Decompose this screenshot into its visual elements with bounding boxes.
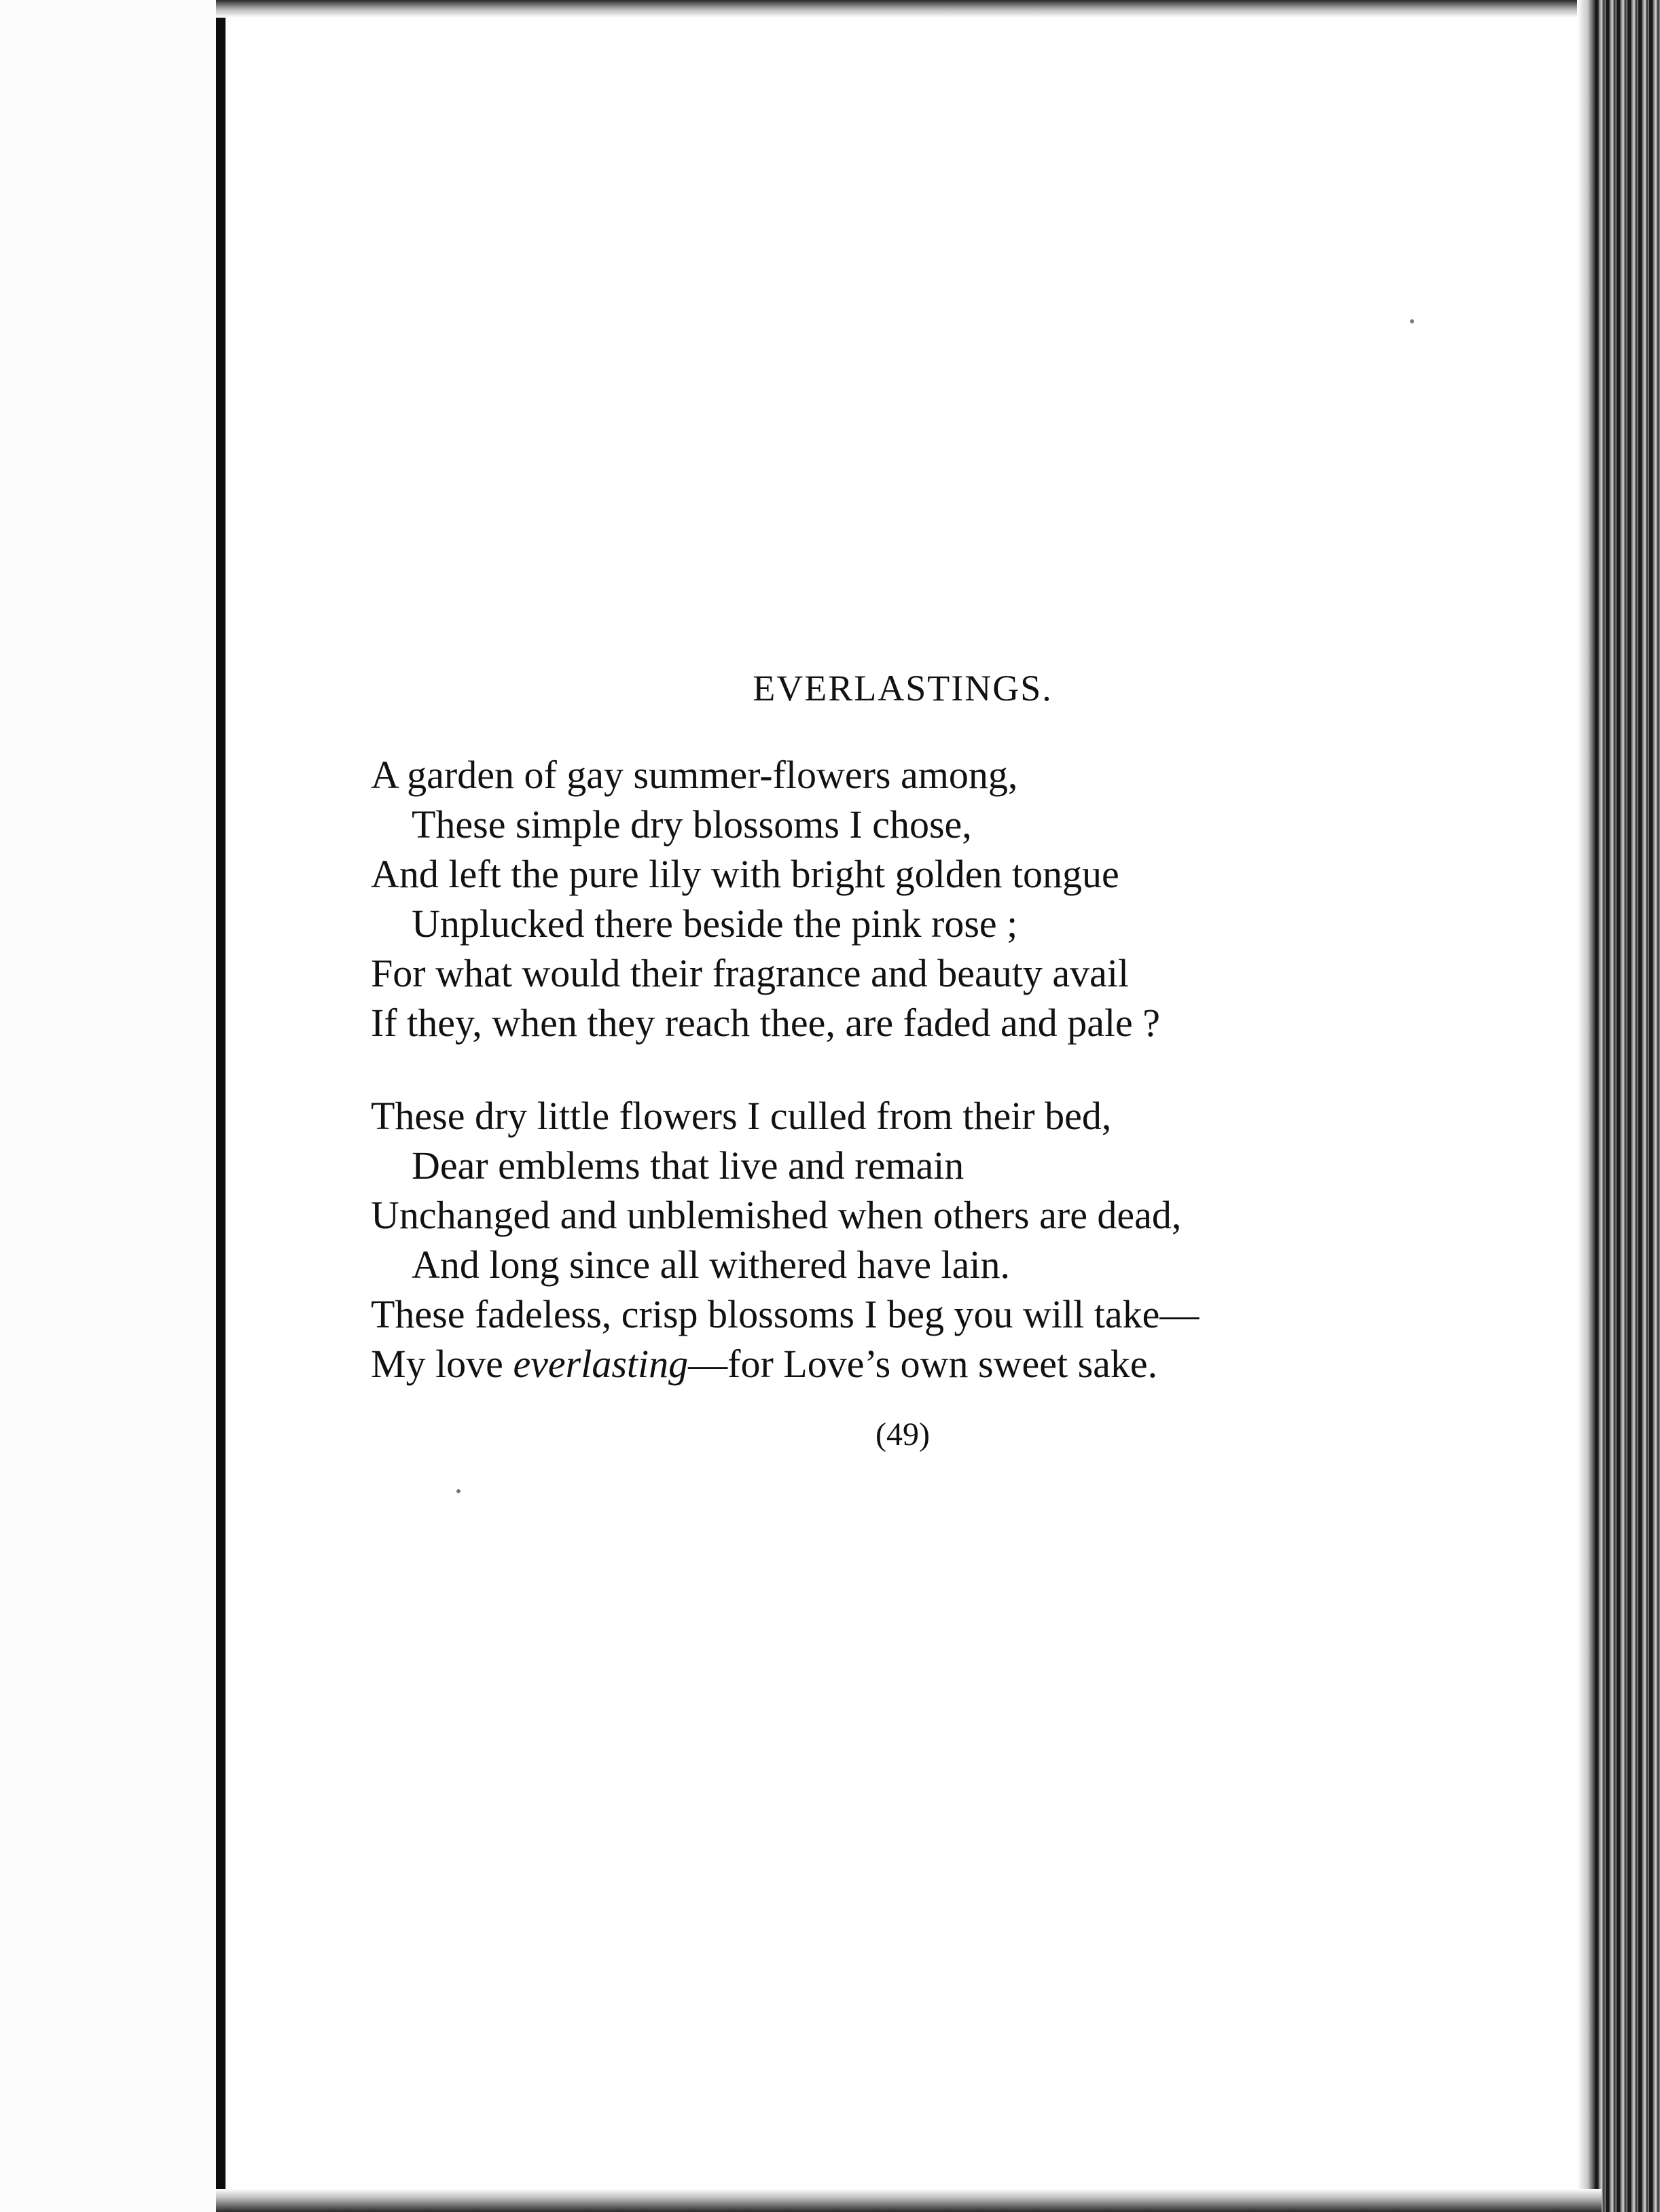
poem-line: And left the pure lily with bright golden tongue (371, 852, 1119, 896)
poem-line: Unplucked there beside the pink rose ; (412, 902, 1018, 946)
poem-line: A garden of gay summer-flowers among, (371, 753, 1018, 797)
stanza-1 (371, 750, 1553, 1048)
page-number: (49) (876, 1416, 930, 1452)
poem-line: These fadeless, crisp blossoms I beg you will take— (371, 1292, 1199, 1336)
poem-line: Dear emblems that live and remain (412, 1143, 964, 1188)
paper-speck (456, 1489, 461, 1493)
page-top-edge (216, 0, 1595, 18)
poem-title: EVERLASTINGS. (753, 668, 1053, 709)
poem-line: These simple dry blossoms I chose, (412, 802, 972, 846)
paper-speck (1410, 319, 1414, 323)
page-stack-edges (1595, 0, 1660, 2212)
page-bottom-edge (216, 2189, 1602, 2212)
line-text-before: My love (371, 1342, 513, 1386)
poem-line: Unchanged and unblemished when others are dead, (371, 1193, 1182, 1237)
facing-page-edge (0, 0, 217, 2212)
stanza-2 (371, 1091, 1553, 1389)
book-page (225, 18, 1580, 2189)
poem-line: These dry little flowers I culled from their bed, (371, 1094, 1112, 1138)
poem-line-final (371, 1339, 1553, 1389)
book-gutter (216, 0, 225, 2212)
poem-line: If they, when they reach thee, are faded and pale ? (371, 1001, 1161, 1045)
poem-line: And long since all withered have lain. (412, 1243, 1011, 1287)
poem-line: For what would their fragrance and beauty avail (371, 951, 1130, 995)
line-text-italic: everlasting (513, 1342, 689, 1386)
line-text-after: —for Love’s own sweet sake. (688, 1342, 1158, 1386)
